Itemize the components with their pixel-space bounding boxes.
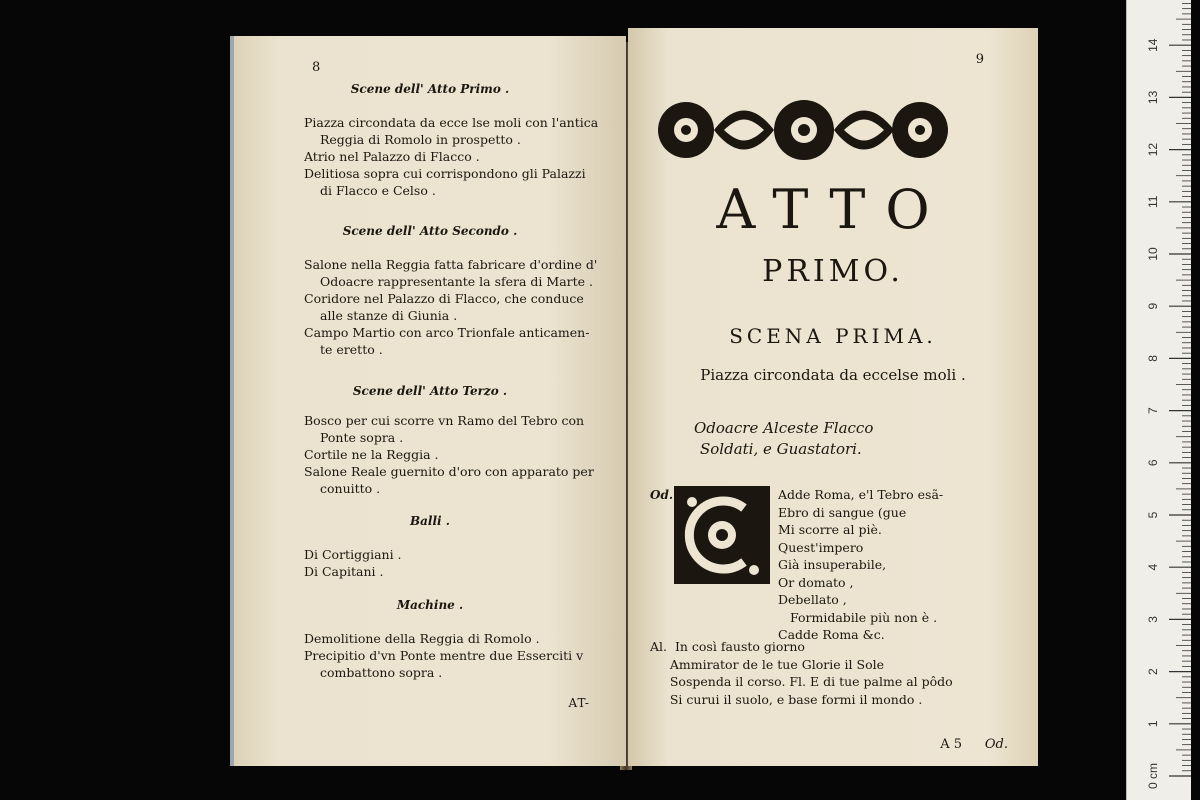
section-heading-machine: Machine .	[396, 598, 464, 612]
ruler-label: 12	[1146, 142, 1160, 157]
ruler-label: 0 cm	[1146, 762, 1160, 790]
verse-line: Mi scorre al piè.	[778, 522, 882, 537]
machine-line: Precipitio d'vn Ponte mentre due Esserciti v	[304, 648, 584, 663]
scene-line: te eretto .	[320, 342, 383, 357]
ruler-label: 4	[1146, 563, 1160, 571]
verse-line: Già insuperabile,	[778, 557, 887, 572]
act-three-scene-list	[304, 412, 614, 497]
decorated-initial-c-icon	[674, 486, 770, 584]
ruler-label: 5	[1146, 511, 1160, 519]
scene-title: SCENA PRIMA.	[729, 324, 937, 348]
left-page-number: 8	[312, 60, 321, 75]
scene-line: Reggia di Romolo in prospetto .	[320, 132, 521, 147]
verse-line: Debellato ,	[778, 592, 847, 607]
verse-line: Quest'impero	[778, 539, 864, 555]
ruler-label: 7	[1146, 407, 1160, 414]
verse-line: Cadde Roma &c.	[778, 627, 885, 642]
balli-list	[304, 546, 614, 580]
open-book	[216, 22, 1050, 770]
section-heading-act-two: Scene dell' Atto Secondo .	[342, 224, 518, 238]
verse-line: Adde Roma, e'l Tebro esã-	[778, 487, 944, 502]
characters-line: Odoacre Alceste Flacco	[694, 419, 874, 437]
dialog-line: Al. In così fausto giorno	[650, 639, 805, 654]
scene-line: Salone nella Reggia fatta fabricare d'ordine d'	[304, 257, 598, 272]
machine-list	[304, 630, 614, 681]
odoacre-verse	[778, 486, 943, 644]
character-list	[694, 418, 873, 460]
ruler-label: 8	[1146, 355, 1160, 362]
dialog-line: Si curui il suolo, e base formi il mondo .	[650, 691, 923, 707]
ruler-label: 3	[1146, 616, 1160, 623]
section-heading-act-one: Scene dell' Atto Primo .	[350, 82, 510, 96]
scene-line: Bosco per cui scorre vn Ramo del Tebro con	[304, 413, 585, 428]
verse-line: Ebro di sangue (gue	[778, 504, 907, 520]
measurement-ruler	[1126, 0, 1191, 800]
ruler-label: 1	[1146, 720, 1160, 728]
right-catchword: Od.	[984, 737, 1008, 752]
scene-line: Cortile ne la Reggia .	[304, 447, 439, 462]
ruler-label: 10	[1146, 247, 1160, 261]
scene-line: Piazza circondata da ecce lse moli con l'antica	[304, 115, 599, 130]
section-heading-balli: Balli .	[410, 514, 450, 528]
scene-line: conuitto .	[320, 481, 381, 496]
scene-line: Delitiosa sopra cui corrispondono gli Palazzi	[304, 166, 586, 181]
left-catchword: AT-	[568, 696, 590, 710]
dialog-line: Sospenda il corso. Fl. E di tue palme al pôdo	[650, 674, 953, 689]
scene-line: Salone Reale guernito d'oro con apparato per	[304, 464, 594, 479]
ruler-label: 14	[1146, 38, 1160, 52]
act-one-scene-list	[304, 114, 614, 199]
act-two-scene-list	[304, 256, 614, 358]
right-page-number: 9	[975, 52, 984, 67]
scene-setting: Piazza circondata da eccelse moli .	[700, 366, 966, 384]
right-page	[628, 28, 1038, 766]
ballo-line: Di Cortiggiani .	[304, 547, 402, 562]
scene-line: Coridore nel Palazzo di Flacco, che conduce	[304, 291, 584, 306]
scene-line: alle stanze di Giunia .	[320, 308, 458, 323]
speaker-odoacre: Od.	[650, 488, 674, 502]
ruler-label: 6	[1146, 459, 1160, 467]
machine-line: Demolitione della Reggia di Romolo .	[304, 631, 540, 646]
signature-mark: A 5	[940, 737, 962, 752]
scene-line: Atrio nel Palazzo di Flacco .	[304, 149, 480, 164]
ruler-label: 2	[1146, 668, 1160, 675]
ruler-label: 13	[1146, 90, 1160, 105]
ruler-scale	[1127, 0, 1191, 800]
dialog-line: Ammirator de le tue Glorie il Sole	[650, 656, 885, 672]
scene-line: di Flacco e Celso .	[320, 183, 436, 198]
ruler-label: 9	[1146, 302, 1160, 310]
left-page	[230, 36, 626, 766]
act-title: ATTO	[716, 178, 950, 241]
scene-line: Odoacre rappresentante la sfera di Marte .	[320, 274, 593, 289]
ruler-label: 11	[1146, 195, 1160, 209]
dialog-block	[650, 638, 953, 708]
act-number-title: PRIMO.	[762, 254, 904, 289]
verse-line: Formidabile più non è .	[790, 609, 938, 625]
floral-headpiece-ornament	[654, 94, 954, 166]
ballo-line: Di Capitani .	[304, 564, 384, 579]
characters-line: Soldati, e Guastatori.	[700, 440, 862, 458]
machine-line: combattono sopra .	[320, 665, 443, 680]
scene-line: Ponte sopra .	[320, 430, 404, 445]
scene-line: Campo Martio con arco Trionfale anticamen-	[304, 325, 590, 340]
section-heading-act-three: Scene dell' Atto Terzo .	[352, 384, 508, 398]
verse-line: Or domato ,	[778, 574, 854, 590]
